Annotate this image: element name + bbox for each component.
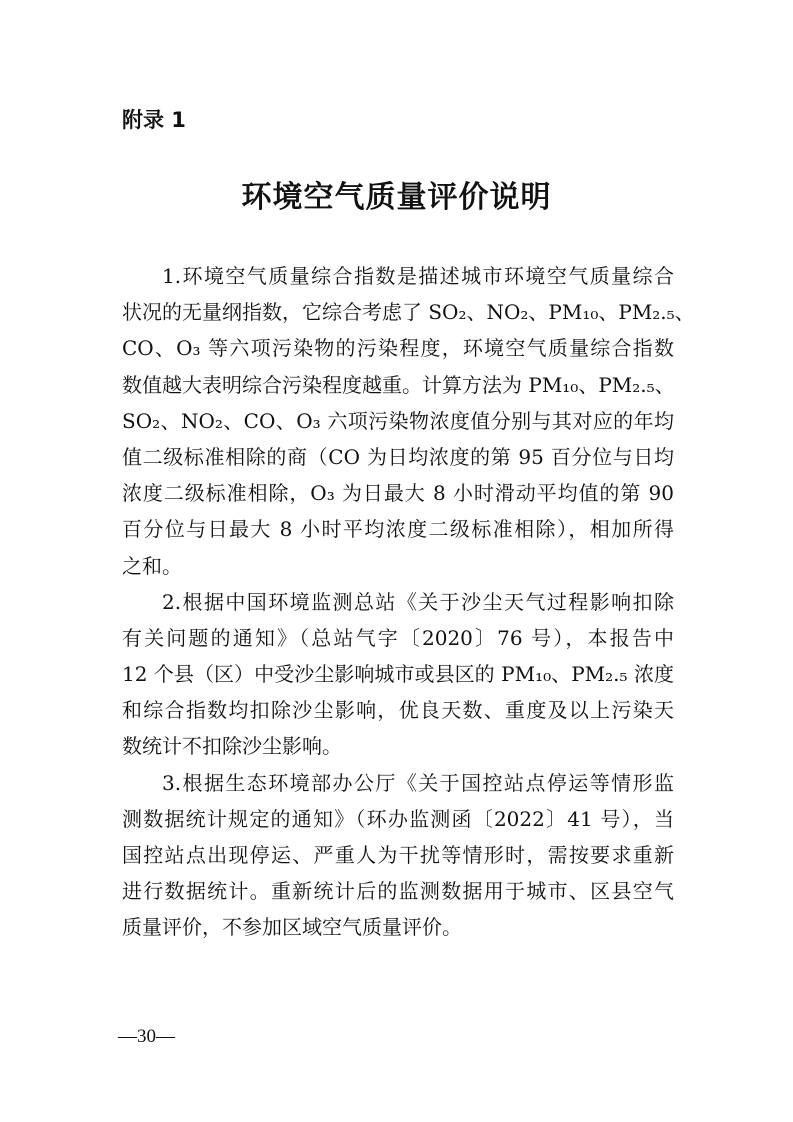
text-line: 有关问题的通知》（总站气字〔2020〕76 号），本报告中 xyxy=(122,625,674,650)
document-title: 环境空气质量评价说明 xyxy=(241,180,552,215)
paragraph-3 xyxy=(122,765,674,946)
text-line: 之和。 xyxy=(122,553,182,578)
text-line: 进行数据统计。重新统计后的监测数据用于城市、区县空气 xyxy=(122,879,674,904)
text-line: 质量评价，不参加区域空气质量评价。 xyxy=(122,915,462,940)
text-line: 测数据统计规定的通知》（环办监测函〔2022〕41 号），当 xyxy=(122,806,674,831)
text-line: 数统计不扣除沙尘影响。 xyxy=(122,734,342,759)
paragraph-2 xyxy=(122,584,674,765)
appendix-label: 附录 1 xyxy=(122,108,186,132)
text-line: SO₂、NO₂、CO、O₃ 六项污染物浓度值分别与其对应的年均 xyxy=(122,408,674,433)
text-line: 状况的无量纲指数，它综合考虑了 SO₂、NO₂、PM₁₀、PM₂.₅、 xyxy=(122,300,695,325)
text-line: 和综合指数均扣除沙尘影响，优良天数、重度及以上污染天 xyxy=(122,698,674,723)
paragraph-1 xyxy=(122,258,695,584)
text-line: 2.根据中国环境监测总站《关于沙尘天气过程影响扣除 xyxy=(162,589,674,614)
text-line: 百分位与日最大 8 小时平均浓度二级标准相除），相加所得 xyxy=(122,517,674,542)
text-line: 浓度二级标准相除，O₃ 为日最大 8 小时滑动平均值的第 90 xyxy=(122,481,674,506)
text-line: 数值越大表明综合污染程度越重。计算方法为 PM₁₀、PM₂.₅、 xyxy=(122,372,675,397)
text-line: 值二级标准相除的商（CO 为日均浓度的第 95 百分位与日均 xyxy=(122,444,674,469)
text-line: 12 个县（区）中受沙尘影响城市或县区的 PM₁₀、PM₂.₅ 浓度 xyxy=(122,662,674,687)
page-number: —30— xyxy=(118,1026,175,1047)
text-line: 3.根据生态环境部办公厅《关于国控站点停运等情形监 xyxy=(162,770,674,795)
text-line: 国控站点出现停运、严重人为干扰等情形时，需按要求重新 xyxy=(122,843,674,867)
text-line: 1.环境空气质量综合指数是描述城市环境空气质量综合 xyxy=(162,264,674,288)
body-text xyxy=(122,258,695,946)
text-line: CO、O₃ 等六项污染物的污染程度，环境空气质量综合指数 xyxy=(122,336,674,361)
